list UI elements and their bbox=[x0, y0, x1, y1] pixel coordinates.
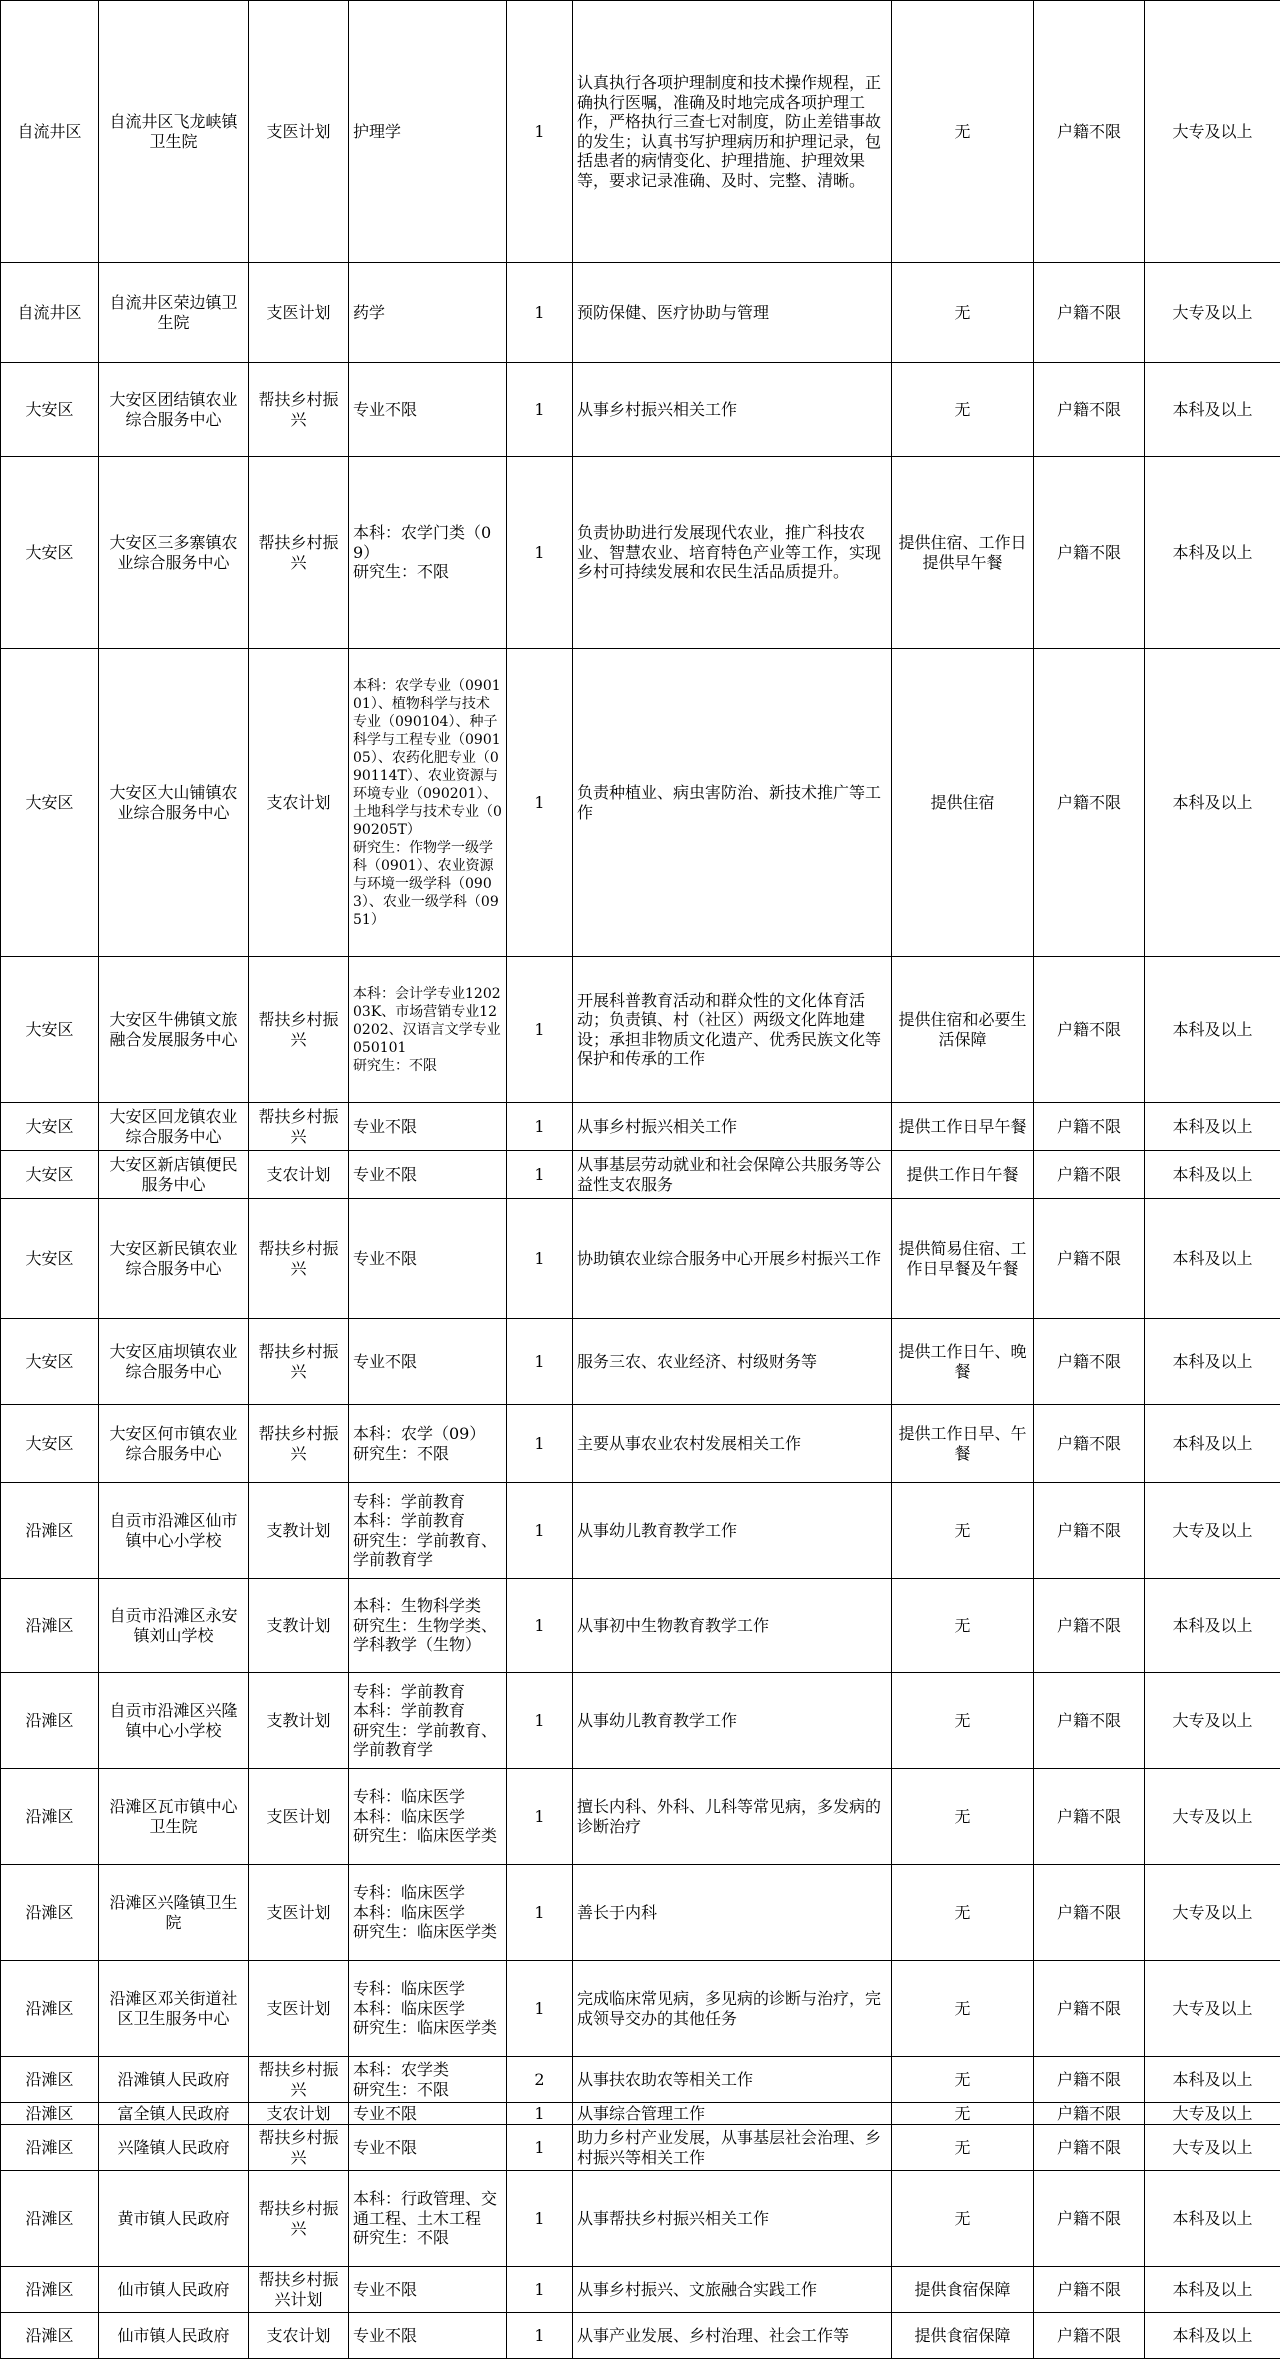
major-cell: 药学 bbox=[349, 263, 507, 363]
plan-cell: 支教计划 bbox=[249, 1673, 349, 1769]
table-row bbox=[1, 1865, 1280, 1961]
duty-cell: 从事乡村振兴、文旅融合实践工作 bbox=[573, 2267, 892, 2313]
education-cell: 本科及以上 bbox=[1145, 1405, 1280, 1483]
plan-cell: 帮扶乡村振兴 bbox=[249, 957, 349, 1103]
household-cell: 户籍不限 bbox=[1034, 263, 1145, 363]
education-cell: 本科及以上 bbox=[1145, 1579, 1280, 1673]
district-cell: 沿滩区 bbox=[1, 1673, 99, 1769]
duty-cell: 协助镇农业综合服务中心开展乡村振兴工作 bbox=[573, 1199, 892, 1319]
education-cell: 本科及以上 bbox=[1145, 2171, 1280, 2267]
table-row bbox=[1, 1769, 1280, 1865]
household-cell: 户籍不限 bbox=[1034, 1483, 1145, 1579]
major-cell: 本科：会计学专业120203K、市场营销专业120202、汉语言文学专业050101 研究生：不限 bbox=[349, 957, 507, 1103]
table-row bbox=[1, 263, 1280, 363]
count-cell: 1 bbox=[507, 1199, 573, 1319]
district-cell: 大安区 bbox=[1, 1405, 99, 1483]
household-cell: 户籍不限 bbox=[1034, 1151, 1145, 1199]
benefit-cell: 提供工作日早午餐 bbox=[892, 1103, 1034, 1151]
district-cell: 自流井区 bbox=[1, 263, 99, 363]
duty-cell: 擅长内科、外科、儿科等常见病，多发病的诊断治疗 bbox=[573, 1769, 892, 1865]
benefit-cell: 提供住宿和必要生活保障 bbox=[892, 957, 1034, 1103]
benefit-cell: 无 bbox=[892, 1961, 1034, 2057]
duty-cell: 负责种植业、病虫害防治、新技术推广等工作 bbox=[573, 649, 892, 957]
education-cell: 大专及以上 bbox=[1145, 2125, 1280, 2171]
education-cell: 大专及以上 bbox=[1145, 1483, 1280, 1579]
benefit-cell: 提供住宿、工作日提供早午餐 bbox=[892, 457, 1034, 649]
duty-cell: 从事乡村振兴相关工作 bbox=[573, 363, 892, 457]
table-row bbox=[1, 1961, 1280, 2057]
household-cell: 户籍不限 bbox=[1034, 2171, 1145, 2267]
count-cell: 1 bbox=[507, 1961, 573, 2057]
household-cell: 户籍不限 bbox=[1034, 1961, 1145, 2057]
plan-cell: 帮扶乡村振兴 bbox=[249, 1405, 349, 1483]
count-cell: 1 bbox=[507, 2103, 573, 2125]
unit-cell: 沿滩镇人民政府 bbox=[99, 2057, 249, 2103]
education-cell: 本科及以上 bbox=[1145, 363, 1280, 457]
duty-cell: 从事初中生物教育教学工作 bbox=[573, 1579, 892, 1673]
table-row bbox=[1, 2313, 1280, 2359]
count-cell: 1 bbox=[507, 457, 573, 649]
unit-cell: 自贡市沿滩区兴隆镇中心小学校 bbox=[99, 1673, 249, 1769]
duty-cell: 善长于内科 bbox=[573, 1865, 892, 1961]
major-cell: 专科：临床医学 本科：临床医学 研究生：临床医学类 bbox=[349, 1865, 507, 1961]
duty-cell: 认真执行各项护理制度和技术操作规程，正确执行医嘱，准确及时地完成各项护理工作，严格执行三查七对制度，防止差错事故的发生；认真书写护理病历和护理记录，包括患者的病情变化、护理措施、护理效果等，要求记录准确、及时、完整、清晰。 bbox=[573, 1, 892, 263]
major-cell: 专科：学前教育 本科：学前教育 研究生：学前教育、学前教育学 bbox=[349, 1483, 507, 1579]
household-cell: 户籍不限 bbox=[1034, 2057, 1145, 2103]
household-cell: 户籍不限 bbox=[1034, 2103, 1145, 2125]
plan-cell: 帮扶乡村振兴 bbox=[249, 1103, 349, 1151]
table-row bbox=[1, 649, 1280, 957]
unit-cell: 沿滩区瓦市镇中心卫生院 bbox=[99, 1769, 249, 1865]
table-row bbox=[1, 1579, 1280, 1673]
education-cell: 本科及以上 bbox=[1145, 2313, 1280, 2359]
benefit-cell: 无 bbox=[892, 1483, 1034, 1579]
count-cell: 1 bbox=[507, 1579, 573, 1673]
unit-cell: 黄市镇人民政府 bbox=[99, 2171, 249, 2267]
benefit-cell: 无 bbox=[892, 1579, 1034, 1673]
household-cell: 户籍不限 bbox=[1034, 1769, 1145, 1865]
major-cell: 专业不限 bbox=[349, 2267, 507, 2313]
table-row bbox=[1, 2125, 1280, 2171]
count-cell: 1 bbox=[507, 1405, 573, 1483]
household-cell: 户籍不限 bbox=[1034, 363, 1145, 457]
table-row bbox=[1, 457, 1280, 649]
table-row bbox=[1, 1199, 1280, 1319]
benefit-cell: 无 bbox=[892, 1865, 1034, 1961]
count-cell: 1 bbox=[507, 649, 573, 957]
table-row bbox=[1, 2103, 1280, 2125]
household-cell: 户籍不限 bbox=[1034, 1405, 1145, 1483]
count-cell: 1 bbox=[507, 957, 573, 1103]
plan-cell: 支农计划 bbox=[249, 1151, 349, 1199]
count-cell: 1 bbox=[507, 1865, 573, 1961]
count-cell: 1 bbox=[507, 1673, 573, 1769]
unit-cell: 仙市镇人民政府 bbox=[99, 2267, 249, 2313]
duty-cell: 从事综合管理工作 bbox=[573, 2103, 892, 2125]
major-cell: 专业不限 bbox=[349, 2103, 507, 2125]
major-cell: 本科：生物科学类 研究生：生物学类、学科教学（生物） bbox=[349, 1579, 507, 1673]
household-cell: 户籍不限 bbox=[1034, 1579, 1145, 1673]
plan-cell: 帮扶乡村振兴 bbox=[249, 2171, 349, 2267]
education-cell: 本科及以上 bbox=[1145, 1151, 1280, 1199]
benefit-cell: 无 bbox=[892, 1673, 1034, 1769]
major-cell: 专业不限 bbox=[349, 2313, 507, 2359]
benefit-cell: 无 bbox=[892, 2103, 1034, 2125]
plan-cell: 支医计划 bbox=[249, 1, 349, 263]
benefit-cell: 无 bbox=[892, 363, 1034, 457]
plan-cell: 支医计划 bbox=[249, 1769, 349, 1865]
unit-cell: 大安区大山铺镇农业综合服务中心 bbox=[99, 649, 249, 957]
major-cell: 专业不限 bbox=[349, 1151, 507, 1199]
plan-cell: 帮扶乡村振兴 bbox=[249, 1319, 349, 1405]
count-cell: 1 bbox=[507, 263, 573, 363]
district-cell: 自流井区 bbox=[1, 1, 99, 263]
household-cell: 户籍不限 bbox=[1034, 1199, 1145, 1319]
benefit-cell: 提供简易住宿、工作日早餐及午餐 bbox=[892, 1199, 1034, 1319]
plan-cell: 帮扶乡村振兴 bbox=[249, 2057, 349, 2103]
unit-cell: 沿滩区邓关街道社区卫生服务中心 bbox=[99, 1961, 249, 2057]
table-row bbox=[1, 1673, 1280, 1769]
education-cell: 本科及以上 bbox=[1145, 1199, 1280, 1319]
count-cell: 1 bbox=[507, 1769, 573, 1865]
unit-cell: 兴隆镇人民政府 bbox=[99, 2125, 249, 2171]
count-cell: 1 bbox=[507, 2313, 573, 2359]
count-cell: 1 bbox=[507, 1, 573, 263]
district-cell: 沿滩区 bbox=[1, 1961, 99, 2057]
plan-cell: 支教计划 bbox=[249, 1483, 349, 1579]
table-row bbox=[1, 1103, 1280, 1151]
education-cell: 大专及以上 bbox=[1145, 1673, 1280, 1769]
district-cell: 沿滩区 bbox=[1, 2125, 99, 2171]
unit-cell: 自流井区荣边镇卫生院 bbox=[99, 263, 249, 363]
unit-cell: 大安区牛佛镇文旅融合发展服务中心 bbox=[99, 957, 249, 1103]
count-cell: 1 bbox=[507, 1483, 573, 1579]
household-cell: 户籍不限 bbox=[1034, 2267, 1145, 2313]
major-cell: 本科：农学门类（09） 研究生：不限 bbox=[349, 457, 507, 649]
benefit-cell: 提供食宿保障 bbox=[892, 2313, 1034, 2359]
benefit-cell: 无 bbox=[892, 2171, 1034, 2267]
education-cell: 本科及以上 bbox=[1145, 1103, 1280, 1151]
table-row bbox=[1, 2057, 1280, 2103]
unit-cell: 大安区团结镇农业综合服务中心 bbox=[99, 363, 249, 457]
district-cell: 沿滩区 bbox=[1, 2267, 99, 2313]
education-cell: 本科及以上 bbox=[1145, 2057, 1280, 2103]
education-cell: 本科及以上 bbox=[1145, 1319, 1280, 1405]
unit-cell: 自贡市沿滩区仙市镇中心小学校 bbox=[99, 1483, 249, 1579]
benefit-cell: 无 bbox=[892, 2125, 1034, 2171]
unit-cell: 仙市镇人民政府 bbox=[99, 2313, 249, 2359]
benefit-cell: 无 bbox=[892, 1, 1034, 263]
household-cell: 户籍不限 bbox=[1034, 649, 1145, 957]
count-cell: 1 bbox=[507, 1151, 573, 1199]
major-cell: 本科：农学（09） 研究生：不限 bbox=[349, 1405, 507, 1483]
unit-cell: 大安区庙坝镇农业综合服务中心 bbox=[99, 1319, 249, 1405]
plan-cell: 帮扶乡村振兴计划 bbox=[249, 2267, 349, 2313]
benefit-cell: 提供工作日午、晚餐 bbox=[892, 1319, 1034, 1405]
unit-cell: 大安区何市镇农业综合服务中心 bbox=[99, 1405, 249, 1483]
education-cell: 大专及以上 bbox=[1145, 263, 1280, 363]
duty-cell: 从事乡村振兴相关工作 bbox=[573, 1103, 892, 1151]
plan-cell: 支医计划 bbox=[249, 263, 349, 363]
plan-cell: 支医计划 bbox=[249, 1865, 349, 1961]
plan-cell: 帮扶乡村振兴 bbox=[249, 1199, 349, 1319]
duty-cell: 负责协助进行发展现代农业，推广科技农业、智慧农业、培育特色产业等工作，实现乡村可持续发展和农民生活品质提升。 bbox=[573, 457, 892, 649]
plan-cell: 支教计划 bbox=[249, 1579, 349, 1673]
education-cell: 大专及以上 bbox=[1145, 2103, 1280, 2125]
count-cell: 1 bbox=[507, 1319, 573, 1405]
unit-cell: 大安区三多寨镇农业综合服务中心 bbox=[99, 457, 249, 649]
benefit-cell: 提供工作日午餐 bbox=[892, 1151, 1034, 1199]
benefit-cell: 无 bbox=[892, 1769, 1034, 1865]
district-cell: 大安区 bbox=[1, 957, 99, 1103]
table-row bbox=[1, 363, 1280, 457]
household-cell: 户籍不限 bbox=[1034, 1319, 1145, 1405]
major-cell: 专业不限 bbox=[349, 2125, 507, 2171]
district-cell: 沿滩区 bbox=[1, 1579, 99, 1673]
household-cell: 户籍不限 bbox=[1034, 957, 1145, 1103]
major-cell: 专科：学前教育 本科：学前教育 研究生：学前教育、学前教育学 bbox=[349, 1673, 507, 1769]
duty-cell: 主要从事农业农村发展相关工作 bbox=[573, 1405, 892, 1483]
duty-cell: 预防保健、医疗协助与管理 bbox=[573, 263, 892, 363]
major-cell: 本科：农学类 研究生：不限 bbox=[349, 2057, 507, 2103]
district-cell: 沿滩区 bbox=[1, 2057, 99, 2103]
benefit-cell: 无 bbox=[892, 2057, 1034, 2103]
education-cell: 大专及以上 bbox=[1145, 1865, 1280, 1961]
duty-cell: 开展科普教育活动和群众性的文化体育活动；负责镇、村（社区）两级文化阵地建设；承担非物质文化遗产、优秀民族文化等保护和传承的工作 bbox=[573, 957, 892, 1103]
district-cell: 大安区 bbox=[1, 1151, 99, 1199]
major-cell: 专业不限 bbox=[349, 1199, 507, 1319]
district-cell: 大安区 bbox=[1, 1199, 99, 1319]
plan-cell: 帮扶乡村振兴 bbox=[249, 457, 349, 649]
district-cell: 大安区 bbox=[1, 649, 99, 957]
duty-cell: 从事幼儿教育教学工作 bbox=[573, 1673, 892, 1769]
district-cell: 大安区 bbox=[1, 363, 99, 457]
education-cell: 本科及以上 bbox=[1145, 649, 1280, 957]
count-cell: 1 bbox=[507, 363, 573, 457]
district-cell: 沿滩区 bbox=[1, 2171, 99, 2267]
education-cell: 大专及以上 bbox=[1145, 1769, 1280, 1865]
district-cell: 大安区 bbox=[1, 457, 99, 649]
count-cell: 1 bbox=[507, 1103, 573, 1151]
table-row bbox=[1, 1151, 1280, 1199]
unit-cell: 富全镇人民政府 bbox=[99, 2103, 249, 2125]
table-row bbox=[1, 1405, 1280, 1483]
table-row bbox=[1, 2171, 1280, 2267]
district-cell: 沿滩区 bbox=[1, 2313, 99, 2359]
district-cell: 大安区 bbox=[1, 1103, 99, 1151]
plan-cell: 支农计划 bbox=[249, 2313, 349, 2359]
district-cell: 沿滩区 bbox=[1, 1865, 99, 1961]
benefit-cell: 无 bbox=[892, 263, 1034, 363]
unit-cell: 大安区新店镇便民服务中心 bbox=[99, 1151, 249, 1199]
duty-cell: 从事基层劳动就业和社会保障公共服务等公益性支农服务 bbox=[573, 1151, 892, 1199]
major-cell: 专业不限 bbox=[349, 1319, 507, 1405]
plan-cell: 支农计划 bbox=[249, 649, 349, 957]
major-cell: 专科：临床医学 本科：临床医学 研究生：临床医学类 bbox=[349, 1769, 507, 1865]
household-cell: 户籍不限 bbox=[1034, 1865, 1145, 1961]
duty-cell: 服务三农、农业经济、村级财务等 bbox=[573, 1319, 892, 1405]
education-cell: 本科及以上 bbox=[1145, 457, 1280, 649]
education-cell: 本科及以上 bbox=[1145, 957, 1280, 1103]
unit-cell: 沿滩区兴隆镇卫生院 bbox=[99, 1865, 249, 1961]
table-row bbox=[1, 1483, 1280, 1579]
plan-cell: 支医计划 bbox=[249, 1961, 349, 2057]
benefit-cell: 提供工作日早、午餐 bbox=[892, 1405, 1034, 1483]
table-row bbox=[1, 2267, 1280, 2313]
duty-cell: 从事幼儿教育教学工作 bbox=[573, 1483, 892, 1579]
household-cell: 户籍不限 bbox=[1034, 457, 1145, 649]
education-cell: 大专及以上 bbox=[1145, 1, 1280, 263]
major-cell: 专科：临床医学 本科：临床医学 研究生：临床医学类 bbox=[349, 1961, 507, 2057]
household-cell: 户籍不限 bbox=[1034, 2125, 1145, 2171]
unit-cell: 大安区回龙镇农业综合服务中心 bbox=[99, 1103, 249, 1151]
household-cell: 户籍不限 bbox=[1034, 1103, 1145, 1151]
education-cell: 本科及以上 bbox=[1145, 2267, 1280, 2313]
plan-cell: 帮扶乡村振兴 bbox=[249, 363, 349, 457]
table-row bbox=[1, 1, 1280, 263]
duty-cell: 从事扶农助农等相关工作 bbox=[573, 2057, 892, 2103]
unit-cell: 自贡市沿滩区永安镇刘山学校 bbox=[99, 1579, 249, 1673]
major-cell: 专业不限 bbox=[349, 1103, 507, 1151]
table-body bbox=[1, 1, 1280, 2359]
district-cell: 沿滩区 bbox=[1, 1769, 99, 1865]
major-cell: 专业不限 bbox=[349, 363, 507, 457]
education-cell: 大专及以上 bbox=[1145, 1961, 1280, 2057]
duty-cell: 从事帮扶乡村振兴相关工作 bbox=[573, 2171, 892, 2267]
household-cell: 户籍不限 bbox=[1034, 1673, 1145, 1769]
count-cell: 1 bbox=[507, 2125, 573, 2171]
benefit-cell: 提供住宿 bbox=[892, 649, 1034, 957]
count-cell: 1 bbox=[507, 2267, 573, 2313]
plan-cell: 帮扶乡村振兴 bbox=[249, 2125, 349, 2171]
major-cell: 护理学 bbox=[349, 1, 507, 263]
count-cell: 2 bbox=[507, 2057, 573, 2103]
unit-cell: 大安区新民镇农业综合服务中心 bbox=[99, 1199, 249, 1319]
duty-cell: 从事产业发展、乡村治理、社会工作等 bbox=[573, 2313, 892, 2359]
household-cell: 户籍不限 bbox=[1034, 2313, 1145, 2359]
benefit-cell: 提供食宿保障 bbox=[892, 2267, 1034, 2313]
major-cell: 本科：行政管理、交通工程、土木工程 研究生：不限 bbox=[349, 2171, 507, 2267]
duty-cell: 助力乡村产业发展，从事基层社会治理、乡村振兴等相关工作 bbox=[573, 2125, 892, 2171]
district-cell: 沿滩区 bbox=[1, 2103, 99, 2125]
count-cell: 1 bbox=[507, 2171, 573, 2267]
table-row bbox=[1, 957, 1280, 1103]
major-cell: 本科：农学专业（090101）、植物科学与技术专业（090104）、种子科学与工程专业（090105）、农药化肥专业（090114T）、农业资源与环境专业（090201）、土地科学与技术专业（090205T） 研究生：作物学一级学科（0901）、农业资源与环境一级学科（0903）、农业一级学科（0951） bbox=[349, 649, 507, 957]
district-cell: 沿滩区 bbox=[1, 1483, 99, 1579]
table-row bbox=[1, 1319, 1280, 1405]
duty-cell: 完成临床常见病，多见病的诊断与治疗，完成领导交办的其他任务 bbox=[573, 1961, 892, 2057]
plan-cell: 支农计划 bbox=[249, 2103, 349, 2125]
household-cell: 户籍不限 bbox=[1034, 1, 1145, 263]
district-cell: 大安区 bbox=[1, 1319, 99, 1405]
unit-cell: 自流井区飞龙峡镇卫生院 bbox=[99, 1, 249, 263]
